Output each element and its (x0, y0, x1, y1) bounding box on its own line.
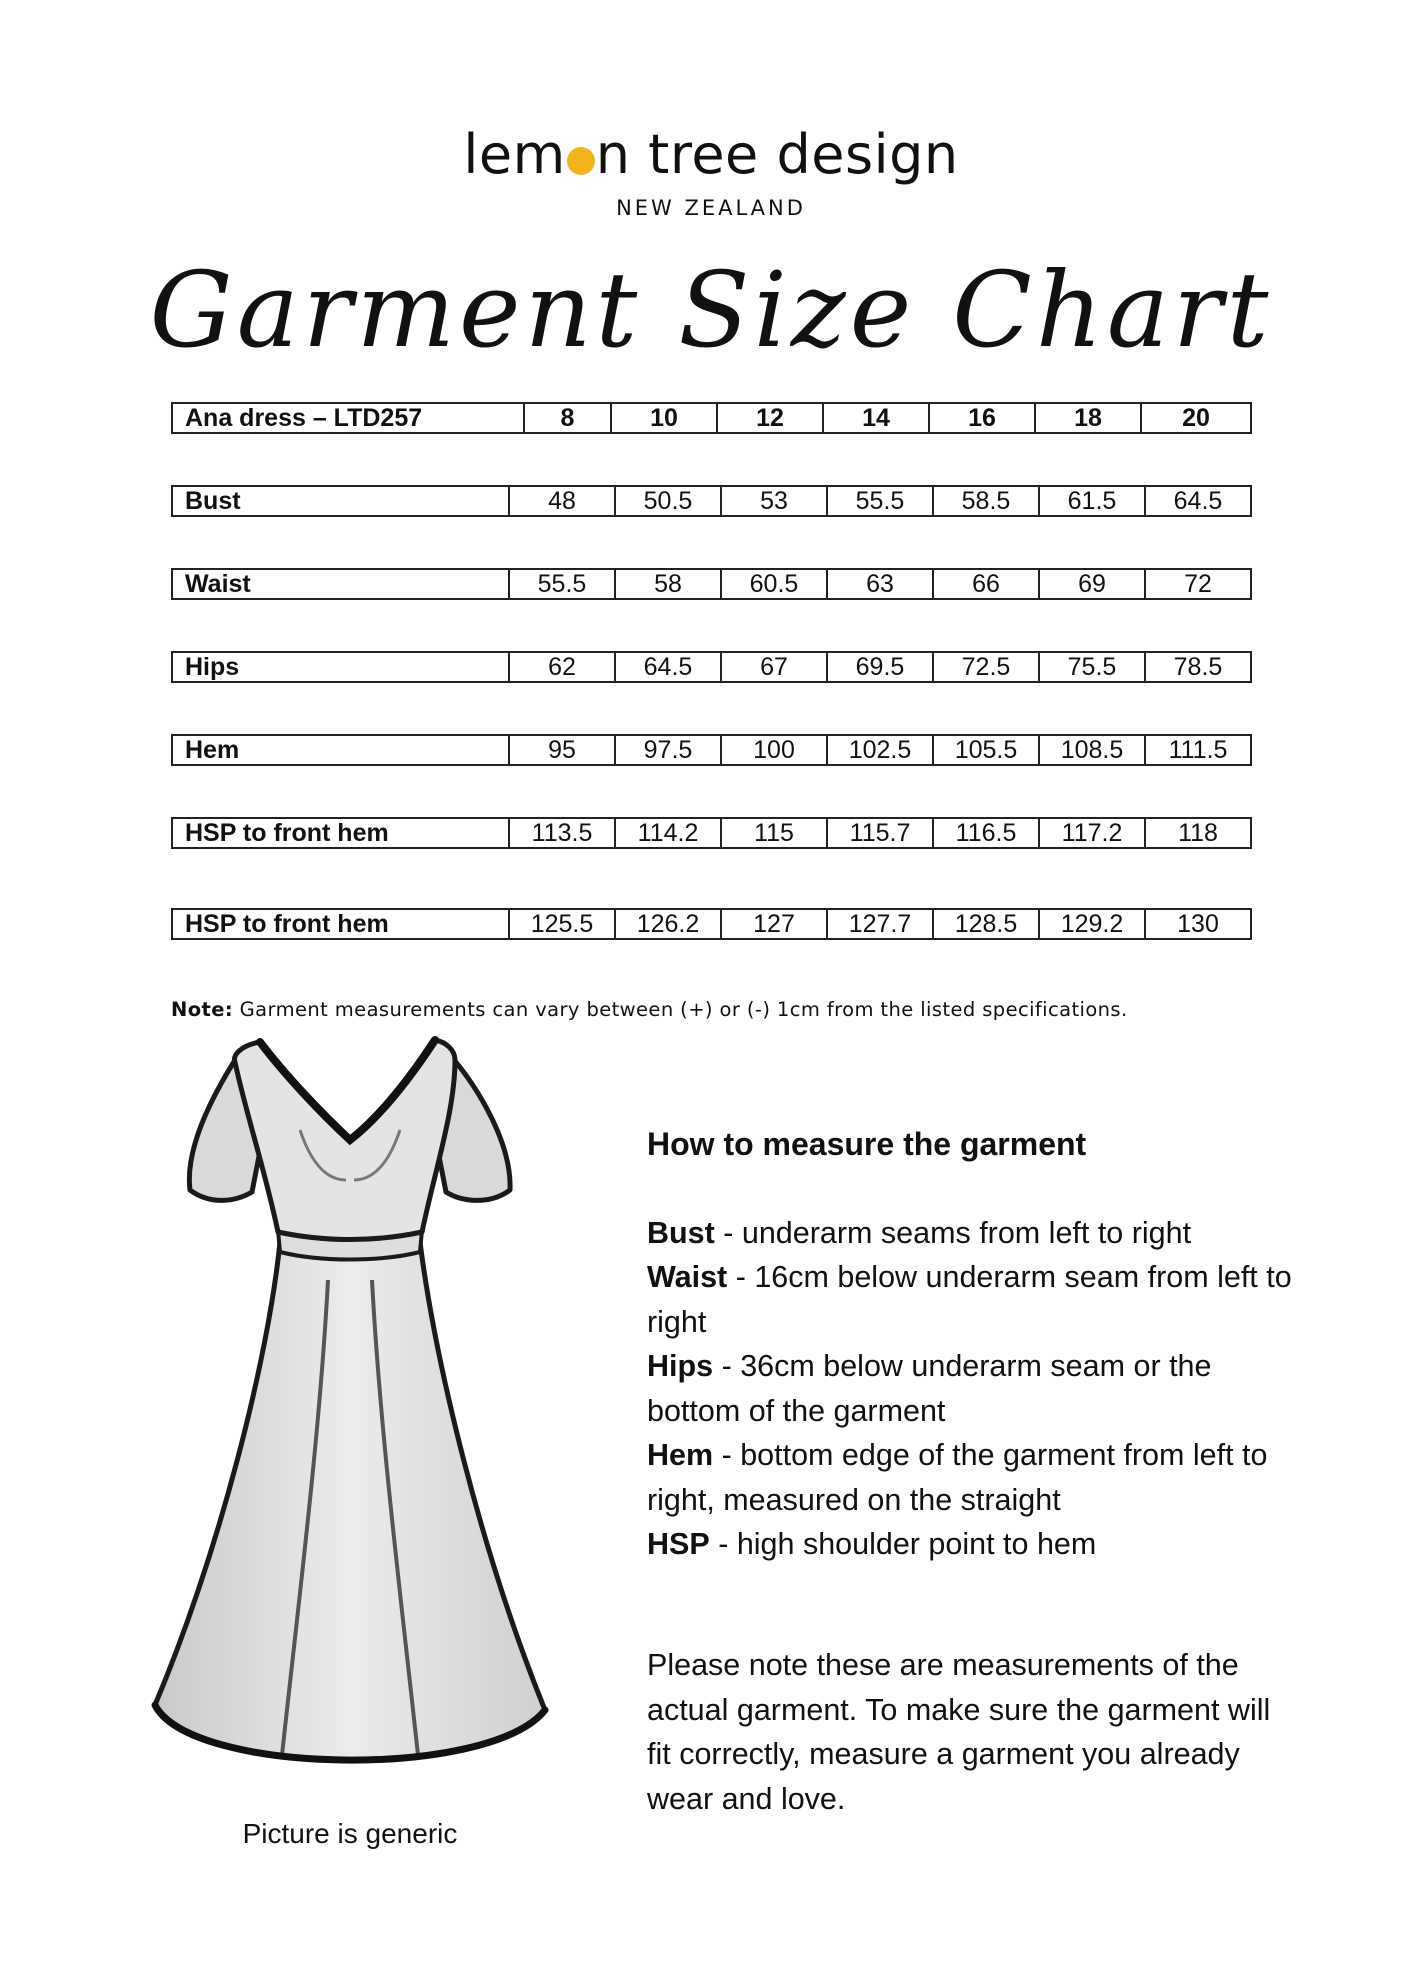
cell-value: 69.5 (827, 652, 933, 682)
cell-value: 115.7 (827, 818, 933, 848)
brand-logo (0, 123, 1422, 220)
cell-value: 108.5 (1039, 735, 1145, 765)
cell-value: 102.5 (827, 735, 933, 765)
cell-value: 114.2 (615, 818, 721, 848)
product-name: Ana dress – LTD257 (172, 403, 524, 433)
cell-value: 116.5 (933, 818, 1039, 848)
measurement-row-hem (171, 734, 1252, 766)
page-title: Garment Size Chart (149, 249, 1273, 371)
cell-value: 61.5 (1039, 486, 1145, 516)
brand-country: NEW ZEALAND (616, 196, 806, 220)
cell-value: 50.5 (615, 486, 721, 516)
measurement-note (171, 998, 1128, 1021)
cell-value: 125.5 (509, 909, 615, 939)
note-text: Garment measurements can vary between (+) or (-) 1cm from the listed specifications. (233, 998, 1128, 1021)
note-label: Note: (171, 998, 234, 1021)
measurement-row-hips (171, 651, 1252, 683)
size-20: 20 (1141, 403, 1251, 433)
row-label: Bust (172, 486, 509, 516)
size-8: 8 (524, 403, 611, 433)
cell-value: 69 (1039, 569, 1145, 599)
cell-value: 62 (509, 652, 615, 682)
cell-value: 118 (1145, 818, 1251, 848)
cell-value: 53 (721, 486, 827, 516)
lemon-dot-icon (567, 147, 595, 175)
cell-value: 105.5 (933, 735, 1039, 765)
cell-value: 128.5 (933, 909, 1039, 939)
cell-value: 60.5 (721, 569, 827, 599)
howto-item-bust: Bust - underarm seams from left to right (647, 1215, 1192, 1250)
size-10: 10 (611, 403, 717, 433)
howto-item-waist: Waist - 16cm below underarm seam from left to right (647, 1260, 1292, 1339)
how-to-title: How to measure the garment (647, 1126, 1087, 1162)
illustration-caption: Picture is generic (242, 1818, 458, 1849)
measurement-row-hsp-1 (171, 817, 1252, 849)
cell-value: 67 (721, 652, 827, 682)
size-16: 16 (929, 403, 1035, 433)
cell-value: 58.5 (933, 486, 1039, 516)
cell-value: 72 (1145, 569, 1251, 599)
cell-value: 129.2 (1039, 909, 1145, 939)
size-14: 14 (823, 403, 929, 433)
howto-item-hips: Hips - 36cm below underarm seam or the bottom of the garment (647, 1349, 1212, 1428)
cell-value: 126.2 (615, 909, 721, 939)
brand-name: lem n tree design (463, 123, 959, 186)
cell-value: 117.2 (1039, 818, 1145, 848)
cell-value: 66 (933, 569, 1039, 599)
cell-value: 113.5 (509, 818, 615, 848)
measurement-row-hsp-2 (171, 908, 1252, 940)
closing-note: Please note these are measurements of the actual garment. To make sure the garment will fit correctly, measure a garment you already wear and love. (647, 1648, 1271, 1816)
dress-illustration (150, 1030, 550, 1840)
cell-value: 115 (721, 818, 827, 848)
cell-value: 111.5 (1145, 735, 1251, 765)
cell-value: 75.5 (1039, 652, 1145, 682)
cell-value: 95 (509, 735, 615, 765)
cell-value: 55.5 (827, 486, 933, 516)
cell-value: 64.5 (1145, 486, 1251, 516)
measurement-row-bust (171, 485, 1252, 517)
cell-value: 97.5 (615, 735, 721, 765)
row-label: Hips (172, 652, 509, 682)
size-header-row (171, 402, 1252, 434)
cell-value: 64.5 (615, 652, 721, 682)
how-to-measure (647, 1122, 1297, 1567)
row-label: HSP to front hem (172, 818, 509, 848)
row-label: Hem (172, 735, 509, 765)
cell-value: 78.5 (1145, 652, 1251, 682)
cell-value: 72.5 (933, 652, 1039, 682)
cell-value: 127.7 (827, 909, 933, 939)
cell-value: 100 (721, 735, 827, 765)
size-12: 12 (717, 403, 823, 433)
cell-value: 127 (721, 909, 827, 939)
row-label: Waist (172, 569, 509, 599)
cell-value: 48 (509, 486, 615, 516)
howto-item-hsp: HSP - high shoulder point to hem (647, 1527, 1097, 1561)
cell-value: 58 (615, 569, 721, 599)
cell-value: 55.5 (509, 569, 615, 599)
size-18: 18 (1035, 403, 1141, 433)
row-label: HSP to front hem (172, 909, 509, 939)
cell-value: 63 (827, 569, 933, 599)
howto-item-hem: Hem - bottom edge of the garment from left to right, measured on the straight (647, 1438, 1268, 1517)
measurement-row-waist (171, 568, 1252, 600)
cell-value: 130 (1145, 909, 1251, 939)
